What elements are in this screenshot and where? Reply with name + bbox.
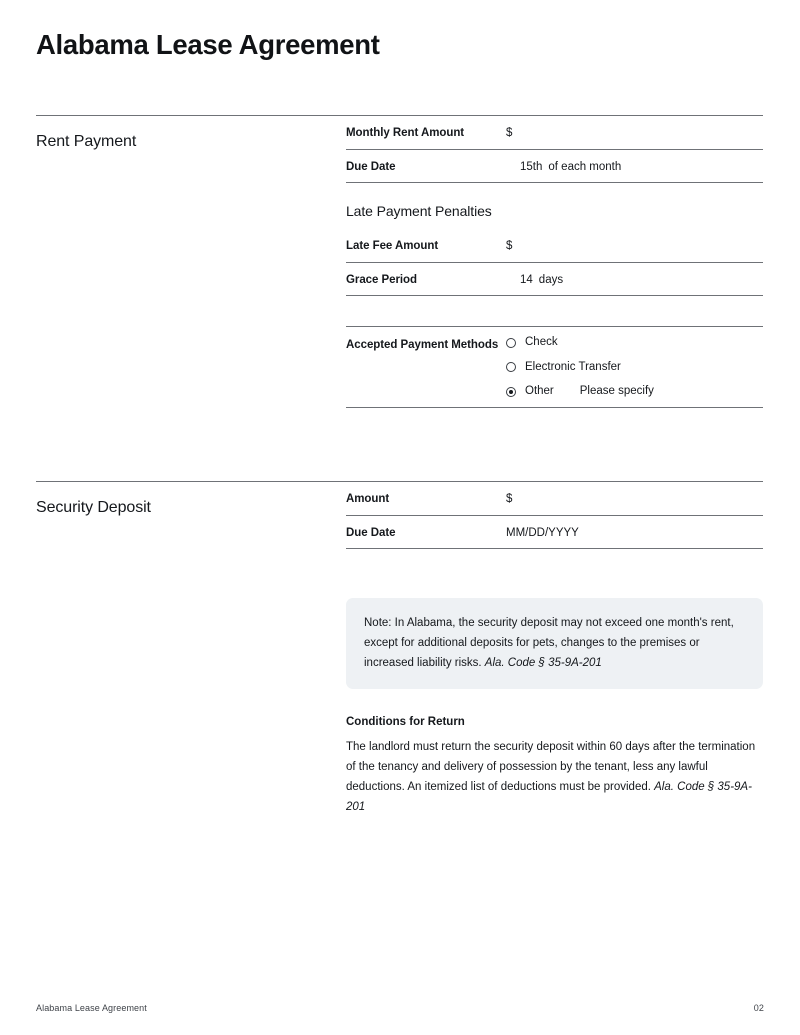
subheading-late-payment-penalties: Late Payment Penalties — [346, 203, 492, 220]
conditions-for-return — [346, 716, 763, 818]
currency-symbol: $ — [506, 127, 513, 139]
radio-option-electronic-transfer[interactable] — [506, 362, 763, 374]
field-label-rent-due-date: Due Date — [346, 160, 396, 173]
security-deposit-fields — [346, 482, 763, 549]
radio-option-check[interactable] — [506, 337, 763, 349]
conditions-paragraph — [346, 737, 763, 818]
field-row-late-fee-amount[interactable] — [346, 229, 763, 263]
field-value-monthly-rent-amount[interactable] — [506, 126, 763, 142]
currency-symbol: $ — [506, 493, 513, 505]
field-row-accepted-payment-methods — [346, 327, 763, 408]
section-rent-payment — [36, 115, 763, 408]
note-citation: Ala. Code § 35-9A-201 — [484, 657, 602, 670]
spacer-row — [346, 296, 763, 327]
field-row-deposit-amount[interactable] — [346, 482, 763, 516]
field-label-deposit-due-date: Due Date — [346, 526, 396, 539]
note-text: Note: In Alabama, the security deposit may not exceed one month's rent, except for additional deposits for pets, changes to the premises or increased liability risks. — [364, 617, 734, 670]
field-row-grace-period[interactable] — [346, 263, 763, 297]
radio-icon[interactable] — [506, 338, 516, 348]
field-label-late-fee-amount: Late Fee Amount — [346, 240, 439, 253]
section-title-rent-payment: Rent Payment — [36, 133, 137, 150]
grace-period-days-value[interactable]: 14 — [520, 273, 533, 286]
radio-icon[interactable] — [506, 362, 516, 372]
security-deposit-note — [346, 598, 763, 689]
field-row-monthly-rent-amount[interactable] — [346, 116, 763, 150]
footer-page-number: 02 — [753, 1003, 764, 1013]
radio-label-other: Other — [525, 385, 554, 398]
field-value-deposit-due-date[interactable] — [506, 526, 763, 542]
radio-icon-selected[interactable] — [506, 387, 516, 397]
section-body — [36, 116, 763, 408]
rent-due-date-suffix: of each month — [548, 160, 622, 173]
grace-period-unit: days — [538, 273, 564, 286]
conditions-citation: Ala. Code § 35-9A-201 — [346, 781, 752, 814]
field-label-grace-period: Grace Period — [346, 273, 417, 286]
other-specify-input[interactable]: Please specify — [579, 385, 654, 398]
rent-payment-fields — [346, 116, 763, 408]
field-label-monthly-rent-amount: Monthly Rent Amount — [346, 127, 465, 139]
radio-label-check: Check — [525, 336, 558, 349]
radio-label-electronic-transfer: Electronic Transfer — [525, 360, 621, 373]
field-value-rent-due-date[interactable] — [506, 160, 763, 176]
field-label-deposit-amount: Amount — [346, 493, 390, 505]
section-body — [36, 482, 763, 549]
field-row-rent-due-date[interactable] — [346, 150, 763, 184]
page-title: Alabama Lease Agreement — [36, 29, 380, 60]
footer-document-name: Alabama Lease Agreement — [36, 1003, 147, 1013]
conditions-text: The landlord must return the security deposit within 60 days after the termination of the tenancy and delivery of possession by the tenant, less any lawful deductions. An itemized list of deductions must be provided. — [346, 741, 756, 794]
field-value-grace-period[interactable] — [506, 273, 763, 289]
field-row-deposit-due-date[interactable] — [346, 516, 763, 550]
section-security-deposit — [36, 481, 763, 549]
page-footer — [36, 1003, 764, 1013]
currency-symbol: $ — [506, 240, 513, 253]
rent-due-day-value[interactable]: 15th — [520, 160, 543, 173]
radio-group-payment-methods — [506, 337, 763, 398]
radio-option-other[interactable] — [506, 386, 763, 398]
section-title-security-deposit: Security Deposit — [36, 499, 151, 516]
deposit-due-date-placeholder[interactable]: MM/DD/YYYY — [506, 526, 579, 539]
field-label-accepted-payment-methods: Accepted Payment Methods — [346, 339, 499, 352]
conditions-heading: Conditions for Return — [346, 716, 465, 728]
field-value-deposit-amount[interactable] — [506, 492, 763, 508]
field-value-late-fee-amount[interactable] — [506, 239, 763, 255]
